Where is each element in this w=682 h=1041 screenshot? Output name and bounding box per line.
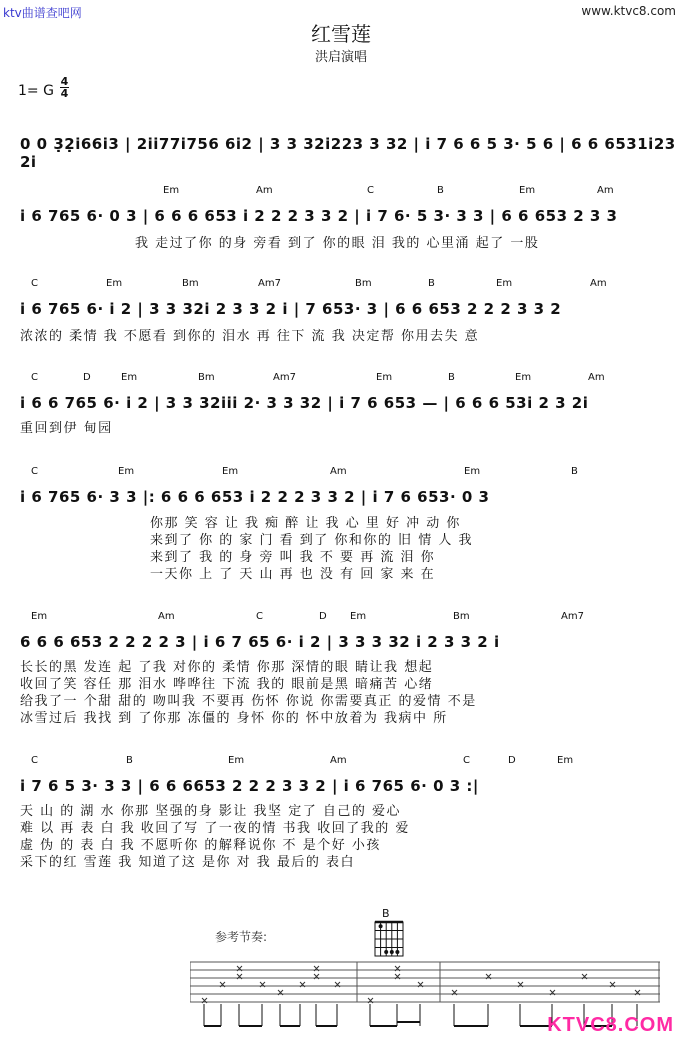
chord: Em [228,755,245,766]
chord: B [428,278,435,289]
chord: D [508,755,516,766]
chord: Em [163,185,180,196]
chord: Bm [182,278,199,289]
lyrics-line-5-4: 一天你 上 了 天 山 再 也 没 有 回 家 来 在 [150,567,436,582]
song-subtitle: 洪启演唱 [314,50,367,65]
chords-line-5 [0,466,682,480]
chord: Bm [198,372,215,383]
chords-line-4 [0,372,682,386]
lyrics-line-6-4: 冰雪过后 我找 到 了你那 冻僵的 身怀 你的 怀中放着为 我病中 所 [20,711,448,726]
notes-line-3: i 6 765 6· i 2 | 3 3 32i 2 3 3 2 i | 7 653· 3 | 6 6 653 2 2 2 3 3 2 [20,300,562,318]
chord: B [437,185,444,196]
chord-diagram [372,920,406,960]
chord: B [571,466,578,477]
lyrics-line-5-1: 你那 笑 容 让 我 痴 醉 让 我 心 里 好 冲 动 你 [150,516,461,531]
chord: Em [31,611,48,622]
lyrics-line-6-2: 收回了笑 容任 那 泪水 哗哗往 下流 我的 眼前是黑 暗痛苦 心绪 [20,677,434,692]
chord: Em [515,372,532,383]
chord: Am7 [258,278,281,289]
chord: Am [588,372,605,383]
chords-line-3 [0,278,682,292]
chord: Em [222,466,239,477]
chord: Am [256,185,273,196]
chords-line-6 [0,611,682,625]
chord: Em [464,466,481,477]
time-signature [60,76,69,99]
chord: C [31,372,38,383]
chord: Em [106,278,123,289]
lyrics-line-6-1: 长长的黑 发连 起 了我 对你的 柔情 你那 深情的眼 睛让我 想起 [20,660,434,675]
chord: C [256,611,263,622]
song-title: 红雪莲 [311,22,371,46]
chord: B [126,755,133,766]
lyrics-line-7-1: 天 山 的 湖 水 你那 坚强的身 影让 我坚 定了 自己的 爱心 [20,804,401,819]
chord: Em [118,466,135,477]
chord: Em [121,372,138,383]
lyrics-line-6-3: 给我了一 个甜 甜的 吻叫我 不要再 伤怀 你说 你需要真正 的爱情 不是 [20,694,477,709]
notes-line-6: 6 6 6 653 2 2 2 2 3 | i 6 7 65 6· i 2 | 3 3 3 32 i 2 3 3 2 i [20,633,500,651]
chord: Am7 [561,611,584,622]
notes-line-7: i 7 6 5 3· 3 3 | 6 6 6653 2 2 2 3 3 2 | i 6 765 6· 0 3 :| [20,777,479,795]
chord: D [83,372,91,383]
chord: C [31,466,38,477]
rhythm-reference-label: 参考节奏: [215,930,268,944]
chord: C [367,185,374,196]
notes-line-4: i 6 6 765 6· i 2 | 3 3 32iii 2· 3 3 32 | i 7 6 653 — | 6 6 6 53i 2 3 2i [20,394,589,412]
chord: Am [330,755,347,766]
notes-line-1: 0 0 3̣2̣i66i3 | 2ii77i756 6i2 | 3 3 32i223 3 32 | i 7 6 6 5 3· 5 6 | 6 6 6531i23 2i [20,135,676,171]
watermark-top-right: www.ktvc8.com [581,4,676,18]
chord: C [31,278,38,289]
notes-line-2: i 6 765 6· 0 3 | 6 6 6 653 i 2 2 2 3 3 2 | i 7 6· 5 3· 3 3 | 6 6 653 2 3 3 [20,207,618,225]
key-signature: 1= G [18,83,54,99]
chord: C [463,755,470,766]
chord: Em [557,755,574,766]
chord: Em [376,372,393,383]
chord: Em [350,611,367,622]
chord: B [448,372,455,383]
chord: Am [330,466,347,477]
watermark-bottom-right: KTVC8.COM [547,1014,674,1036]
lyrics-line-7-3: 虚 伪 的 表 白 我 不愿听你 的解释说你 不 是个好 小孩 [20,838,381,853]
lyrics-line-4-1: 重回到伊 甸园 [20,421,113,436]
lyrics-line-3-1: 浓浓的 柔情 我 不愿看 到你的 泪水 再 往下 流 我 决定帮 你用去失 意 [20,329,480,344]
chord: Am [597,185,614,196]
lyrics-line-5-3: 来到了 我 的 身 旁 叫 我 不 要 再 流 泪 你 [150,550,436,565]
chord: Bm [453,611,470,622]
lyrics-line-7-2: 难 以 再 表 白 我 收回了写 了一夜的情 书我 收回了我的 爱 [20,821,410,836]
chord-diagram-name: B [382,907,390,920]
chord: D [319,611,327,622]
chord: Am7 [273,372,296,383]
watermark-top-left: ktv曲谱查吧网 [3,6,82,20]
time-signature-bottom: 4 [60,87,69,100]
lyrics-line-5-2: 来到了 你 的 家 门 看 到了 你和你的 旧 情 人 我 [150,533,473,548]
chords-line-7 [0,755,682,769]
lyrics-line-2-1: 我 走过了你 的身 旁看 到了 你的眼 泪 我的 心里涌 起了 一股 [135,236,540,251]
chord: Em [496,278,513,289]
chord: Am [158,611,175,622]
chords-line-2 [0,185,682,199]
notes-line-5: i 6 765 6· 3 3 |: 6 6 6 653 i 2 2 2 3 3 2 | i 7 6 653· 0 3 [20,488,490,506]
chord: C [31,755,38,766]
chord: Bm [355,278,372,289]
chord: Em [519,185,536,196]
time-signature-top: 4 [60,75,69,88]
chord: Am [590,278,607,289]
lyrics-line-7-4: 采下的红 雪莲 我 知道了这 是你 对 我 最后的 表白 [20,855,356,870]
